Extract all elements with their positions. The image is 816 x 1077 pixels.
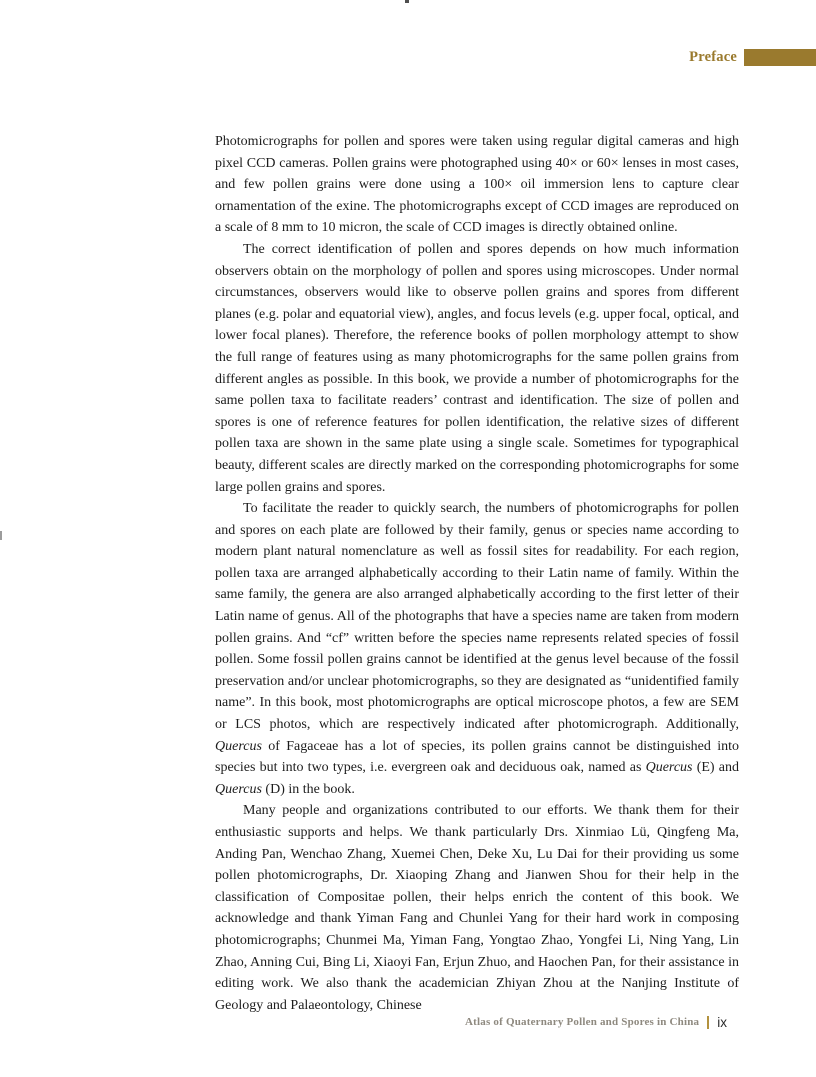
italic-taxon-name: Quercus <box>215 738 262 754</box>
scan-artifact-top <box>405 0 409 3</box>
page-number: ix <box>717 1014 727 1030</box>
paragraph <box>215 498 739 800</box>
paragraph <box>215 239 739 498</box>
text-run: To facilitate the reader to quickly search, the numbers of photomicrographs for pollen and spores on each plate are followed by their family, genus or species name according to modern plant natural nomenclature as well as fossil sites for readability. For each region, pollen taxa are arranged alphabetically according to their Latin name of family. Within the same family, the genera are also arranged alphabetically according to the first letter of their Latin name of genus. All of the photographs that have a species name are taken from modern pollen grains. And “cf” written before the species name represents related species of fossil pollen. Some fossil pollen grains cannot be identified at the genus level because of the fossil preservation and/or unclear photomicrographs, so they are designated as “unidentified family name”. In this book, most photomicrographs are optical microscope photos, a few are SEM or LCS photos, which are respectively indicated after photomicrograph. Additionally, <box>215 501 739 733</box>
paragraph <box>215 131 739 239</box>
footer-separator <box>707 1016 709 1029</box>
text-run: of Fagaceae has a lot of species, its pollen grains cannot be distinguished into species but into two types, i.e. evergreen oak and deciduous oak, named as <box>215 738 739 776</box>
page-header <box>0 49 816 66</box>
text-run: (E) and <box>692 760 739 776</box>
paragraph <box>215 800 739 1016</box>
text-run: Photomicrographs for pollen and spores were taken using regular digital cameras and high pixel CCD cameras. Pollen grains were photographed using 40× or 60× lenses in most cases, and few pollen grains were done using a 100× oil immersion lens to capture clear ornamentation of the exine. The photomicrographs except of CCD images are reproduced on a scale of 8 mm to 10 micron, the scale of CCD images is directly obtained online. <box>215 134 739 236</box>
italic-taxon-name: Quercus <box>215 781 262 797</box>
preface-body <box>215 131 739 1016</box>
header-title: Preface <box>689 49 737 65</box>
footer-book-title: Atlas of Quaternary Pollen and Spores in China <box>465 1016 700 1028</box>
text-run: (D) in the book. <box>261 781 355 797</box>
italic-taxon-name: Quercus <box>645 760 693 776</box>
scan-artifact-left <box>0 531 2 540</box>
header-accent-bar <box>744 49 816 66</box>
text-run: Many people and organizations contributed to our efforts. We thank them for their enthusiastic supports and helps. We thank particularly Drs. Xinmiao Lü, Qingfeng Ma, Anding Pan, Wenchao Zhang, Xuemei Chen, Deke Xu, Lu Dai for their providing us some pollen photomicrographs, Dr. Xiaoping Zhang and Jianwen Shou for their help in the classification of Compositae pollen, their helps enrich the content of this book. We acknowledge and thank Yiman Fang and Chunlei Yang for their hard work in composing photomicrographs; Chunmei Ma, Yiman Fang, Yongtao Zhao, Yongfei Li, Ning Yang, Lin Zhao, Anning Cui, Bing Li, Xiaoyi Fan, Erjun Zhuo, and Haochen Pan, for their assistance in editing work. We also thank the academician Zhiyan Zhou at the Nanjing Institute of Geology and Palaeontology, Chinese <box>215 803 739 1013</box>
text-run: The correct identification of pollen and spores depends on how much information observers obtain on the morphology of pollen and spores using microscopes. Under normal circumstances, observers would like to observe pollen grains and spores from different planes (e.g. polar and equatorial view), angles, and focus levels (e.g. upper focal, optical, and lower focal planes). Therefore, the reference books of pollen morphology attempt to show the full range of features using as many photomicrographs for the same pollen grains from different angles as possible. In this book, we provide a number of photomicrographs for the same pollen taxa to facilitate readers’ contrast and identification. The size of pollen and spores is one of reference features for pollen identification, the relative sizes of different pollen taxa are shown in the same plate using a single scale. Sometimes for typographical beauty, different scales are directly marked on the corresponding photomicrographs for some large pollen grains and spores. <box>215 241 739 495</box>
page-footer <box>465 1013 727 1031</box>
